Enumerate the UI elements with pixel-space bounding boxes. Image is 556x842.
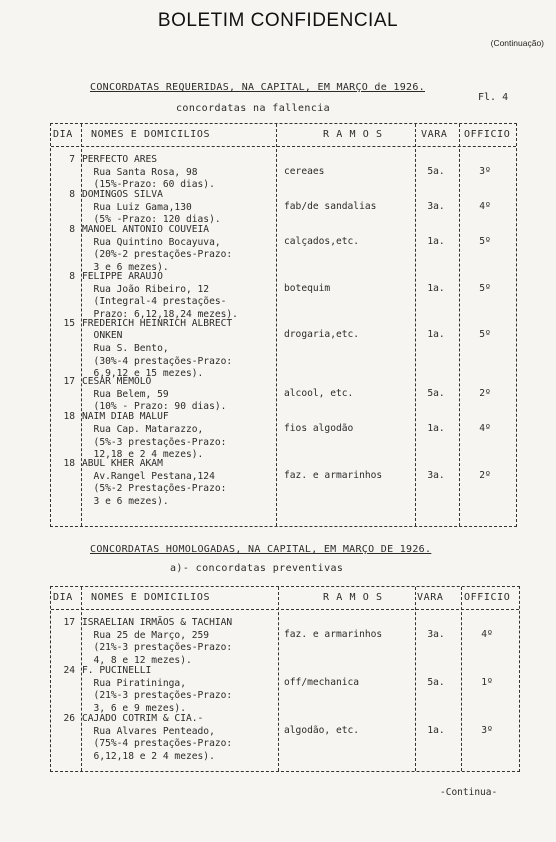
row-day: 8 <box>69 271 75 282</box>
row-ramo: off/mechanica <box>284 677 360 688</box>
table-row <box>51 458 516 505</box>
row-vara: 1a. <box>427 235 445 247</box>
row-names-address: ISRAELIAN IRMÃOS & TACHIAN Rua 25 de Março, 259 (21%-3 prestações-Prazo: 4, 8 e 12 mezes). <box>82 617 233 666</box>
row-vara: 1a. <box>427 423 445 435</box>
row-officio: 5º <box>479 235 491 247</box>
row-day: 26 <box>63 713 75 724</box>
row-officio: 2º <box>479 387 491 399</box>
row-names-address: CESAR MEMOLO Rua Belem, 59 (10% - Prazo: 90 dias). <box>82 376 227 413</box>
row-officio: 5º <box>479 329 491 341</box>
row-day: 18 <box>63 458 75 470</box>
section1-table <box>50 123 517 527</box>
row-day: 17 <box>63 617 75 628</box>
column-header-dia: DIA <box>53 592 73 603</box>
row-names-address: PERFECTO ARES Rua Santa Rosa, 98 (15%-Prazo: 60 dias). <box>82 154 215 191</box>
row-vara: 3a. <box>427 200 445 212</box>
row-day: 8 <box>69 224 75 236</box>
table-row <box>51 713 519 761</box>
table-row <box>51 376 516 411</box>
row-ramo: faz. e armarinhos <box>284 629 383 640</box>
continuation-label: (Continuação) <box>490 38 544 48</box>
table-header-row <box>51 587 519 610</box>
row-officio: 3º <box>479 165 491 177</box>
row-officio: 2º <box>479 469 491 481</box>
table-header-row <box>51 124 516 147</box>
row-vara: 3a. <box>427 629 445 640</box>
row-vara: 5a. <box>427 677 445 688</box>
row-ramo: cereaes <box>284 165 325 177</box>
folio-number: Fl. 4 <box>478 92 509 103</box>
row-names-address: F. PUCINELLI Rua Piratininga, (21%-3 prestações-Prazo: 3, 6 e 9 mezes). <box>82 665 233 714</box>
section2-heading: CONCORDATAS HOMOLOGADAS, NA CAPITAL, EM MARÇO DE 1926. <box>90 544 432 555</box>
row-names-address: FREDERICH HEINRICH ALBRECT ONKEN Rua S. Bento, (30%-4 prestações-Prazo: 6,9,12 e 15 mezes). <box>82 317 233 380</box>
table-row <box>51 411 516 461</box>
row-ramo: fios algodão <box>284 423 354 435</box>
row-ramo: faz. e armarinhos <box>284 469 383 481</box>
row-names-address: FELIPPE ARAUJO Rua João Ribeiro, 12 (Integral-4 prestações- Prazo: 6,12,18,24 mezes). <box>82 271 238 320</box>
table-row <box>51 224 516 271</box>
section2-subheading: a)- concordatas preventivas <box>170 563 344 574</box>
row-day: 18 <box>63 411 75 423</box>
table-row <box>51 317 516 380</box>
row-day: 8 <box>69 189 75 201</box>
row-ramo: calçados,etc. <box>284 235 360 247</box>
row-day: 17 <box>63 376 75 388</box>
row-day: 15 <box>63 317 75 329</box>
row-vara: 5a. <box>427 165 445 177</box>
column-header-nomes: NOMES E DOMICILIOS <box>91 592 211 603</box>
row-ramo: botequim <box>284 282 331 294</box>
row-day: 7 <box>69 154 75 165</box>
continua-label: -Continua- <box>440 787 498 798</box>
column-header-vara: VARA <box>421 129 448 140</box>
section1-heading: CONCORDATAS REQUERIDAS, NA CAPITAL, EM MARÇO de 1926. <box>90 82 425 93</box>
row-vara: 3a. <box>427 469 445 481</box>
row-names-address: DOMINGOS SILVA Rua Luiz Gama,130 (5% -Prazo: 120 dias). <box>82 189 221 226</box>
column-header-vara: VARA <box>417 592 444 603</box>
row-vara: 1a. <box>427 725 445 736</box>
row-officio: 4º <box>481 629 493 640</box>
row-ramo: algodão, etc. <box>284 725 360 736</box>
row-officio: 4º <box>479 423 491 435</box>
row-names-address: ABUL KHER AKAM Av.Rangel Pestana,124 (5%-2 Prestações-Prazo: 3 e 6 mezes). <box>82 458 227 507</box>
column-header-dia: DIA <box>53 129 73 140</box>
row-names-address: NAIM DIAB MALUF Rua Cap. Matarazzo, (5%-3 prestações-Prazo: 12,18 e 2 4 mezes). <box>82 411 227 461</box>
row-names-address: CAJADO COTRIM & CIA.- Rua Alvares Penteado, (75%-4 prestações-Prazo: 6,12,18 e 2 4 mezes). <box>82 713 233 762</box>
column-header-officio: OFFICIO <box>464 129 511 140</box>
row-ramo: alcool, etc. <box>284 387 354 399</box>
page-title: BOLETIM CONFIDENCIAL <box>157 10 399 31</box>
row-vara: 5a. <box>427 387 445 399</box>
row-ramo: fab/de sandalias <box>284 200 377 212</box>
row-officio: 3º <box>481 725 493 736</box>
table-row <box>51 271 516 318</box>
table-row <box>51 154 516 189</box>
row-vara: 1a. <box>427 282 445 294</box>
column-header-nomes: NOMES E DOMICILIOS <box>91 129 211 140</box>
table-row <box>51 189 516 224</box>
column-header-ramos: R A M O S <box>323 592 383 603</box>
row-officio: 1º <box>481 677 493 688</box>
row-names-address: MANOEL ANTONIO COUVEIA Rua Quintino Bocayuva, (20%-2 prestações-Prazo: 3 e 6 mezes). <box>82 224 233 273</box>
table-row <box>51 617 519 665</box>
table-row <box>51 665 519 713</box>
row-officio: 4º <box>479 200 491 212</box>
column-header-ramos: R A M O S <box>323 129 383 140</box>
row-vara: 1a. <box>427 329 445 341</box>
row-day: 24 <box>63 665 75 676</box>
row-officio: 5º <box>479 282 491 294</box>
column-header-officio: OFFICIO <box>464 592 511 603</box>
section1-subheading: concordatas na fallencia <box>176 103 331 114</box>
section2-table <box>50 586 520 772</box>
row-ramo: drogaria,etc. <box>284 329 360 341</box>
